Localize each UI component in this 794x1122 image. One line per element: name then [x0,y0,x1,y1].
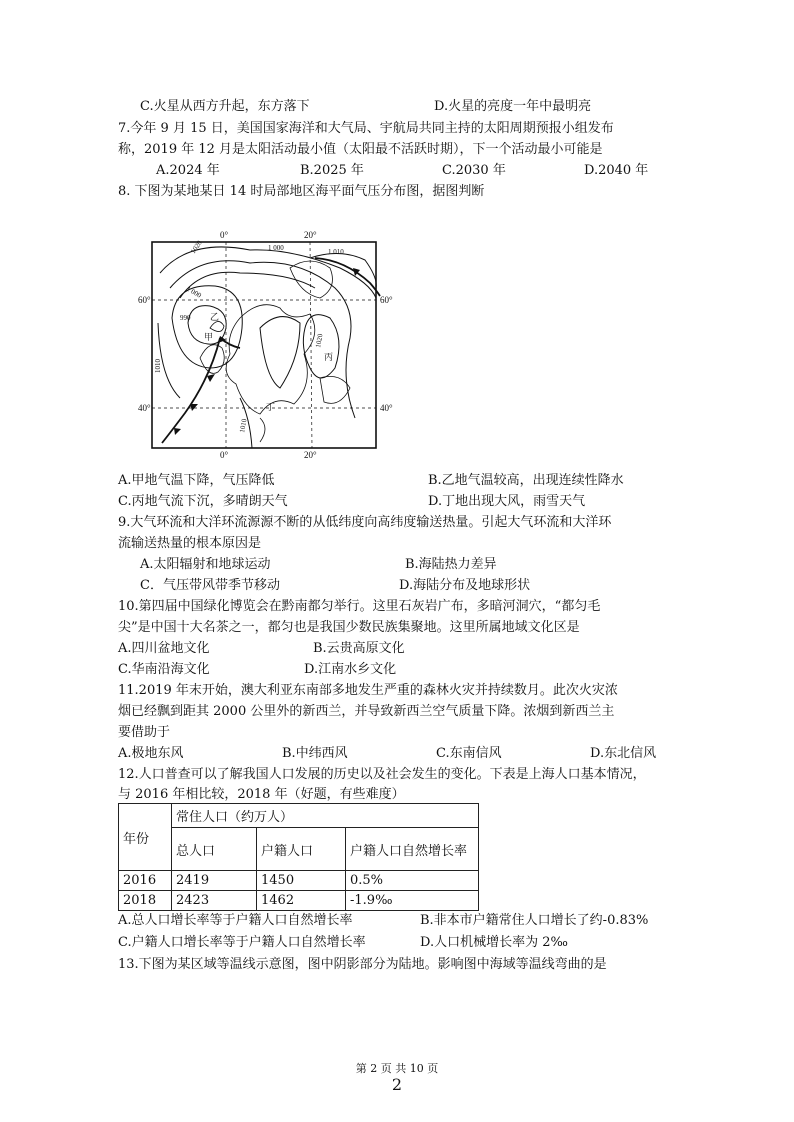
table-cell-rate: 0.5% [346,871,479,891]
isobar-label-1020: 1020 [189,239,204,256]
place-label-jia: 甲 [204,332,214,342]
q11-option-b: B.中纬西风 [282,746,348,761]
table-cell-total: 2419 [172,871,257,891]
label-lat-left-40: 40° [138,403,151,413]
q9-option-a: A.太阳辐射和地球运动 [140,557,271,572]
q12-option-d: D.人口机械增长率为 2‰ [420,935,568,950]
q12-option-a: A.总人口增长率等于户籍人口自然增长率 [118,913,353,928]
q7-option-c: C.2030 年 [442,163,506,178]
q7-stem-line1: 7.今年 9 月 15 日，美国国家海洋和大气局、宇航局共同主持的太阳周期预报小组发布 [118,121,614,136]
q8-option-b: B.乙地气温较高，出现连续性降水 [428,473,624,488]
q9-option-d: D.海陆分布及地球形状 [399,578,531,593]
population-table [118,803,479,911]
q12-option-c: C.户籍人口增长率等于户籍人口自然增长率 [118,935,366,950]
table-cell-huji: 1462 [257,891,346,911]
q8-stem: 8. 下图为某地某日 14 时局部地区海平面气压分布图，据图判断 [118,184,485,199]
table-header-rate: 户籍人口自然增长率 [346,828,479,871]
isobar-label-1010-c: 1010 [238,418,249,434]
map-frame [152,242,376,448]
q10-option-a: A.四川盆地文化 [118,641,210,656]
q12-option-b: B.非本市户籍常住人口增长了约-0.83% [420,913,649,928]
q11-stem-line1: 11.2019 年末开始，澳大利亚东南部多地发生严重的森林火灾并持续数月。此次火灾浓 [118,683,618,698]
q9-stem-line2: 流输送热量的根本原因是 [118,536,262,551]
table-cell-total: 2423 [172,891,257,911]
q7-stem-line2: 称，2019 年 12 月是太阳活动最小值（太阳最不活跃时期），下一个活动最小可能是 [118,142,603,157]
table-row [119,871,479,891]
table-header-huji: 户籍人口 [257,828,346,871]
pressure-map-figure [140,228,410,460]
label-lon-top-0: 0° [220,230,229,240]
q12-stem-line1: 12.人口普查可以了解我国人口发展的历史以及社会发生的变化。下表是上海人口基本情况， [118,767,646,782]
label-lon-top-20: 20° [304,230,317,240]
table-row [119,891,479,911]
q11-stem-line3: 要借助于 [118,725,171,740]
cold-front [162,338,220,443]
table-header-group: 常住人口（约万人） [172,804,479,828]
page-number: 2 [391,1075,403,1094]
q7-option-b: B.2025 年 [300,163,364,178]
isobar-label-1010-a: 1 010 [328,248,344,256]
table-header-total: 总人口 [172,828,257,871]
q8-option-c: C.丙地气流下沉，多晴朗天气 [118,494,288,509]
front-triangle-2 [190,404,198,411]
isobar-label-1020-b: 1020 [314,333,325,349]
q9-stem-line1: 9.大气环流和大洋环流源源不断的从低纬度向高纬度输送热量。引起大气环流和大洋环 [118,515,612,530]
label-lat-right-60: 60° [380,295,393,305]
q11-option-c: C.东南信风 [436,746,502,761]
q10-stem-line1: 10.第四届中国绿化博览会在黔南都匀举行。这里石灰岩广布，多暗河洞穴，“都匀毛 [118,599,601,614]
front-triangle-3 [174,428,181,435]
table-header-year: 年份 [119,804,172,871]
q12-stem-line2: 与 2016 年相比较，2018 年（好题，有些难度） [118,787,405,802]
q11-option-d: D.东北信风 [590,746,657,761]
q7-option-a: A.2024 年 [156,163,220,178]
label-lat-right-40: 40° [380,403,393,413]
q8-option-a: A.甲地气温下降，气压降低 [118,473,275,488]
place-label-yi: 乙 [210,312,220,322]
q13-stem-line1: 13.下图为某区域等温线示意图，图中阴影部分为陆地。影响图中海域等温线弯曲的是 [118,957,607,972]
isobar-label-1000-a: 1 000 [268,244,284,252]
isobar-label-990: 990 [180,314,191,322]
place-label-bing: 丙 [324,352,334,362]
page-footer-label: 第 2 页 共 10 页 [355,1062,439,1075]
isobar-inner-mid [260,317,300,388]
label-lon-bottom-20: 20° [304,450,317,460]
occluded-front-north [315,258,380,296]
table-cell-year: 2016 [119,871,172,891]
place-label-ding: 丁 [266,402,276,412]
label-lon-bottom-0: 0° [220,450,229,460]
label-lat-left-60: 60° [138,295,151,305]
q10-option-d: D.江南水乡文化 [304,662,397,677]
q10-stem-line2: 尖”是中国十大名茶之一，都匀也是我国少数民族集聚地。这里所属地域文化区是 [118,620,580,635]
q6-option-c: C.火星从西方升起，东方落下 [140,99,310,114]
q9-option-c: C．气压带风带季节移动 [140,578,280,593]
q6-option-d: D.火星的亮度一年中最明亮 [434,99,592,114]
q9-option-b: B.海陆热力差异 [405,557,497,572]
q11-option-a: A.极地东风 [118,746,184,761]
isobar-label-1000-b: 1 000 [185,284,203,300]
table-cell-huji: 1450 [257,871,346,891]
q7-option-d: D.2040 年 [584,163,649,178]
q8-option-d: D.丁地出现大风，雨雪天气 [428,494,586,509]
table-cell-year: 2018 [119,891,172,911]
table-cell-rate: -1.9‰ [346,891,479,911]
q10-option-c: C.华南沿海文化 [118,662,210,677]
q10-option-b: B.云贵高原文化 [313,641,405,656]
front-triangle-1 [207,374,215,382]
isobar-label-1010-b: 1010 [154,359,162,373]
isobar-1000-low [172,286,242,368]
q11-stem-line2: 烟已经飘到距其 2000 公里外的新西兰，并导致新西兰空气质量下降。浓烟到新西兰主 [118,704,615,719]
